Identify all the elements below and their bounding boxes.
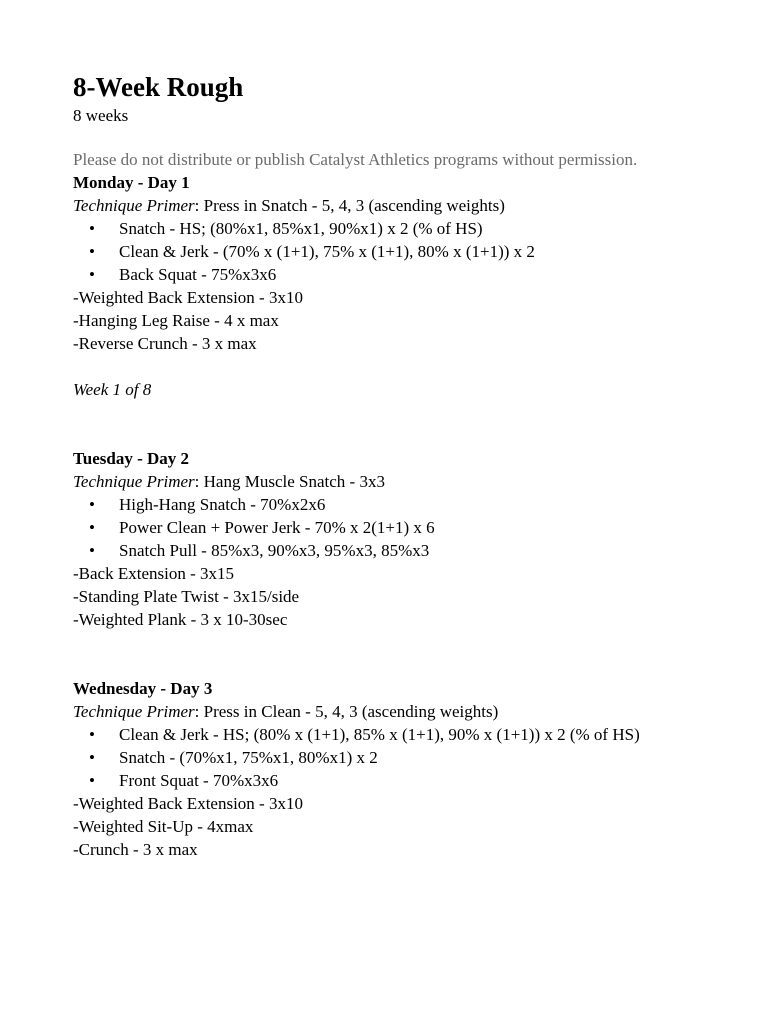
week-note: Week 1 of 8 <box>73 380 152 399</box>
document-page <box>73 70 733 861</box>
technique-primer <box>73 194 733 217</box>
bullet-icon: • <box>89 771 95 790</box>
accessory-item: -Reverse Crunch - 3 x max <box>73 334 257 353</box>
spacer <box>73 401 733 447</box>
bullet-icon: • <box>89 518 95 537</box>
technique-primer-text: : Press in Snatch - 5, 4, 3 (ascending weights) <box>194 196 505 215</box>
bullet-icon: • <box>89 219 95 238</box>
accessory-item: -Standing Plate Twist - 3x15/side <box>73 587 300 606</box>
document-title: 8-Week Rough <box>73 72 244 102</box>
lift-item <box>73 723 699 746</box>
lift-list <box>73 217 733 286</box>
accessory-item: -Hanging Leg Raise - 4 x max <box>73 311 279 330</box>
lift-item <box>73 769 699 792</box>
accessory-item: -Weighted Back Extension - 3x10 <box>73 794 303 813</box>
technique-primer-label: Technique Primer <box>73 196 195 215</box>
lift-text: Snatch - (70%x1, 75%x1, 80%x1) x 2 <box>119 748 378 767</box>
lift-text: Back Squat - 75%x3x6 <box>119 265 277 284</box>
lift-list <box>73 493 733 562</box>
bullet-icon: • <box>89 725 95 744</box>
day-section-wednesday <box>73 677 733 861</box>
lift-text: Clean & Jerk - HS; (80% x (1+1), 85% x (1+1), 90% x (1+1)) x 2 (% of HS) <box>119 725 640 744</box>
lift-text: Snatch Pull - 85%x3, 90%x3, 95%x3, 85%x3 <box>119 541 430 560</box>
lift-item <box>73 240 699 263</box>
technique-primer-label: Technique Primer <box>73 472 195 491</box>
accessory-item: -Weighted Plank - 3 x 10-30sec <box>73 610 288 629</box>
lift-text: Power Clean + Power Jerk - 70% x 2(1+1) x 6 <box>119 518 435 537</box>
bullet-icon: • <box>89 748 95 767</box>
lift-text: Snatch - HS; (80%x1, 85%x1, 90%x1) x 2 (% of HS) <box>119 219 483 238</box>
lift-text: Clean & Jerk - (70% x (1+1), 75% x (1+1), 80% x (1+1)) x 2 <box>119 242 535 261</box>
accessory-item: -Back Extension - 3x15 <box>73 564 234 583</box>
day-section-tuesday <box>73 447 733 631</box>
bullet-icon: • <box>89 265 95 284</box>
lift-item <box>73 217 699 240</box>
lift-list <box>73 723 733 792</box>
bullet-icon: • <box>89 495 95 514</box>
spacer <box>73 631 733 677</box>
accessory-item: -Weighted Back Extension - 3x10 <box>73 288 303 307</box>
day-heading: Monday - Day 1 <box>73 173 190 192</box>
accessory-item: -Weighted Sit-Up - 4xmax <box>73 817 254 836</box>
lift-item <box>73 263 699 286</box>
lift-text: Front Squat - 70%x3x6 <box>119 771 279 790</box>
technique-primer-text: : Press in Clean - 5, 4, 3 (ascending weights) <box>194 702 499 721</box>
accessory-item: -Crunch - 3 x max <box>73 840 198 859</box>
day-heading: Tuesday - Day 2 <box>73 449 190 468</box>
lift-item <box>73 746 699 769</box>
lift-item <box>73 539 699 562</box>
lift-item <box>73 516 699 539</box>
bullet-icon: • <box>89 242 95 261</box>
technique-primer-label: Technique Primer <box>73 702 195 721</box>
distribution-notice: Please do not distribute or publish Catalyst Athletics programs without permission. <box>73 150 638 169</box>
day-heading: Wednesday - Day 3 <box>73 679 213 698</box>
bullet-icon: • <box>89 541 95 560</box>
technique-primer <box>73 700 733 723</box>
document-subtitle: 8 weeks <box>73 106 129 125</box>
technique-primer <box>73 470 733 493</box>
technique-primer-text: : Hang Muscle Snatch - 3x3 <box>194 472 385 491</box>
lift-item <box>73 493 699 516</box>
lift-text: High-Hang Snatch - 70%x2x6 <box>119 495 326 514</box>
day-section-monday <box>73 171 733 401</box>
